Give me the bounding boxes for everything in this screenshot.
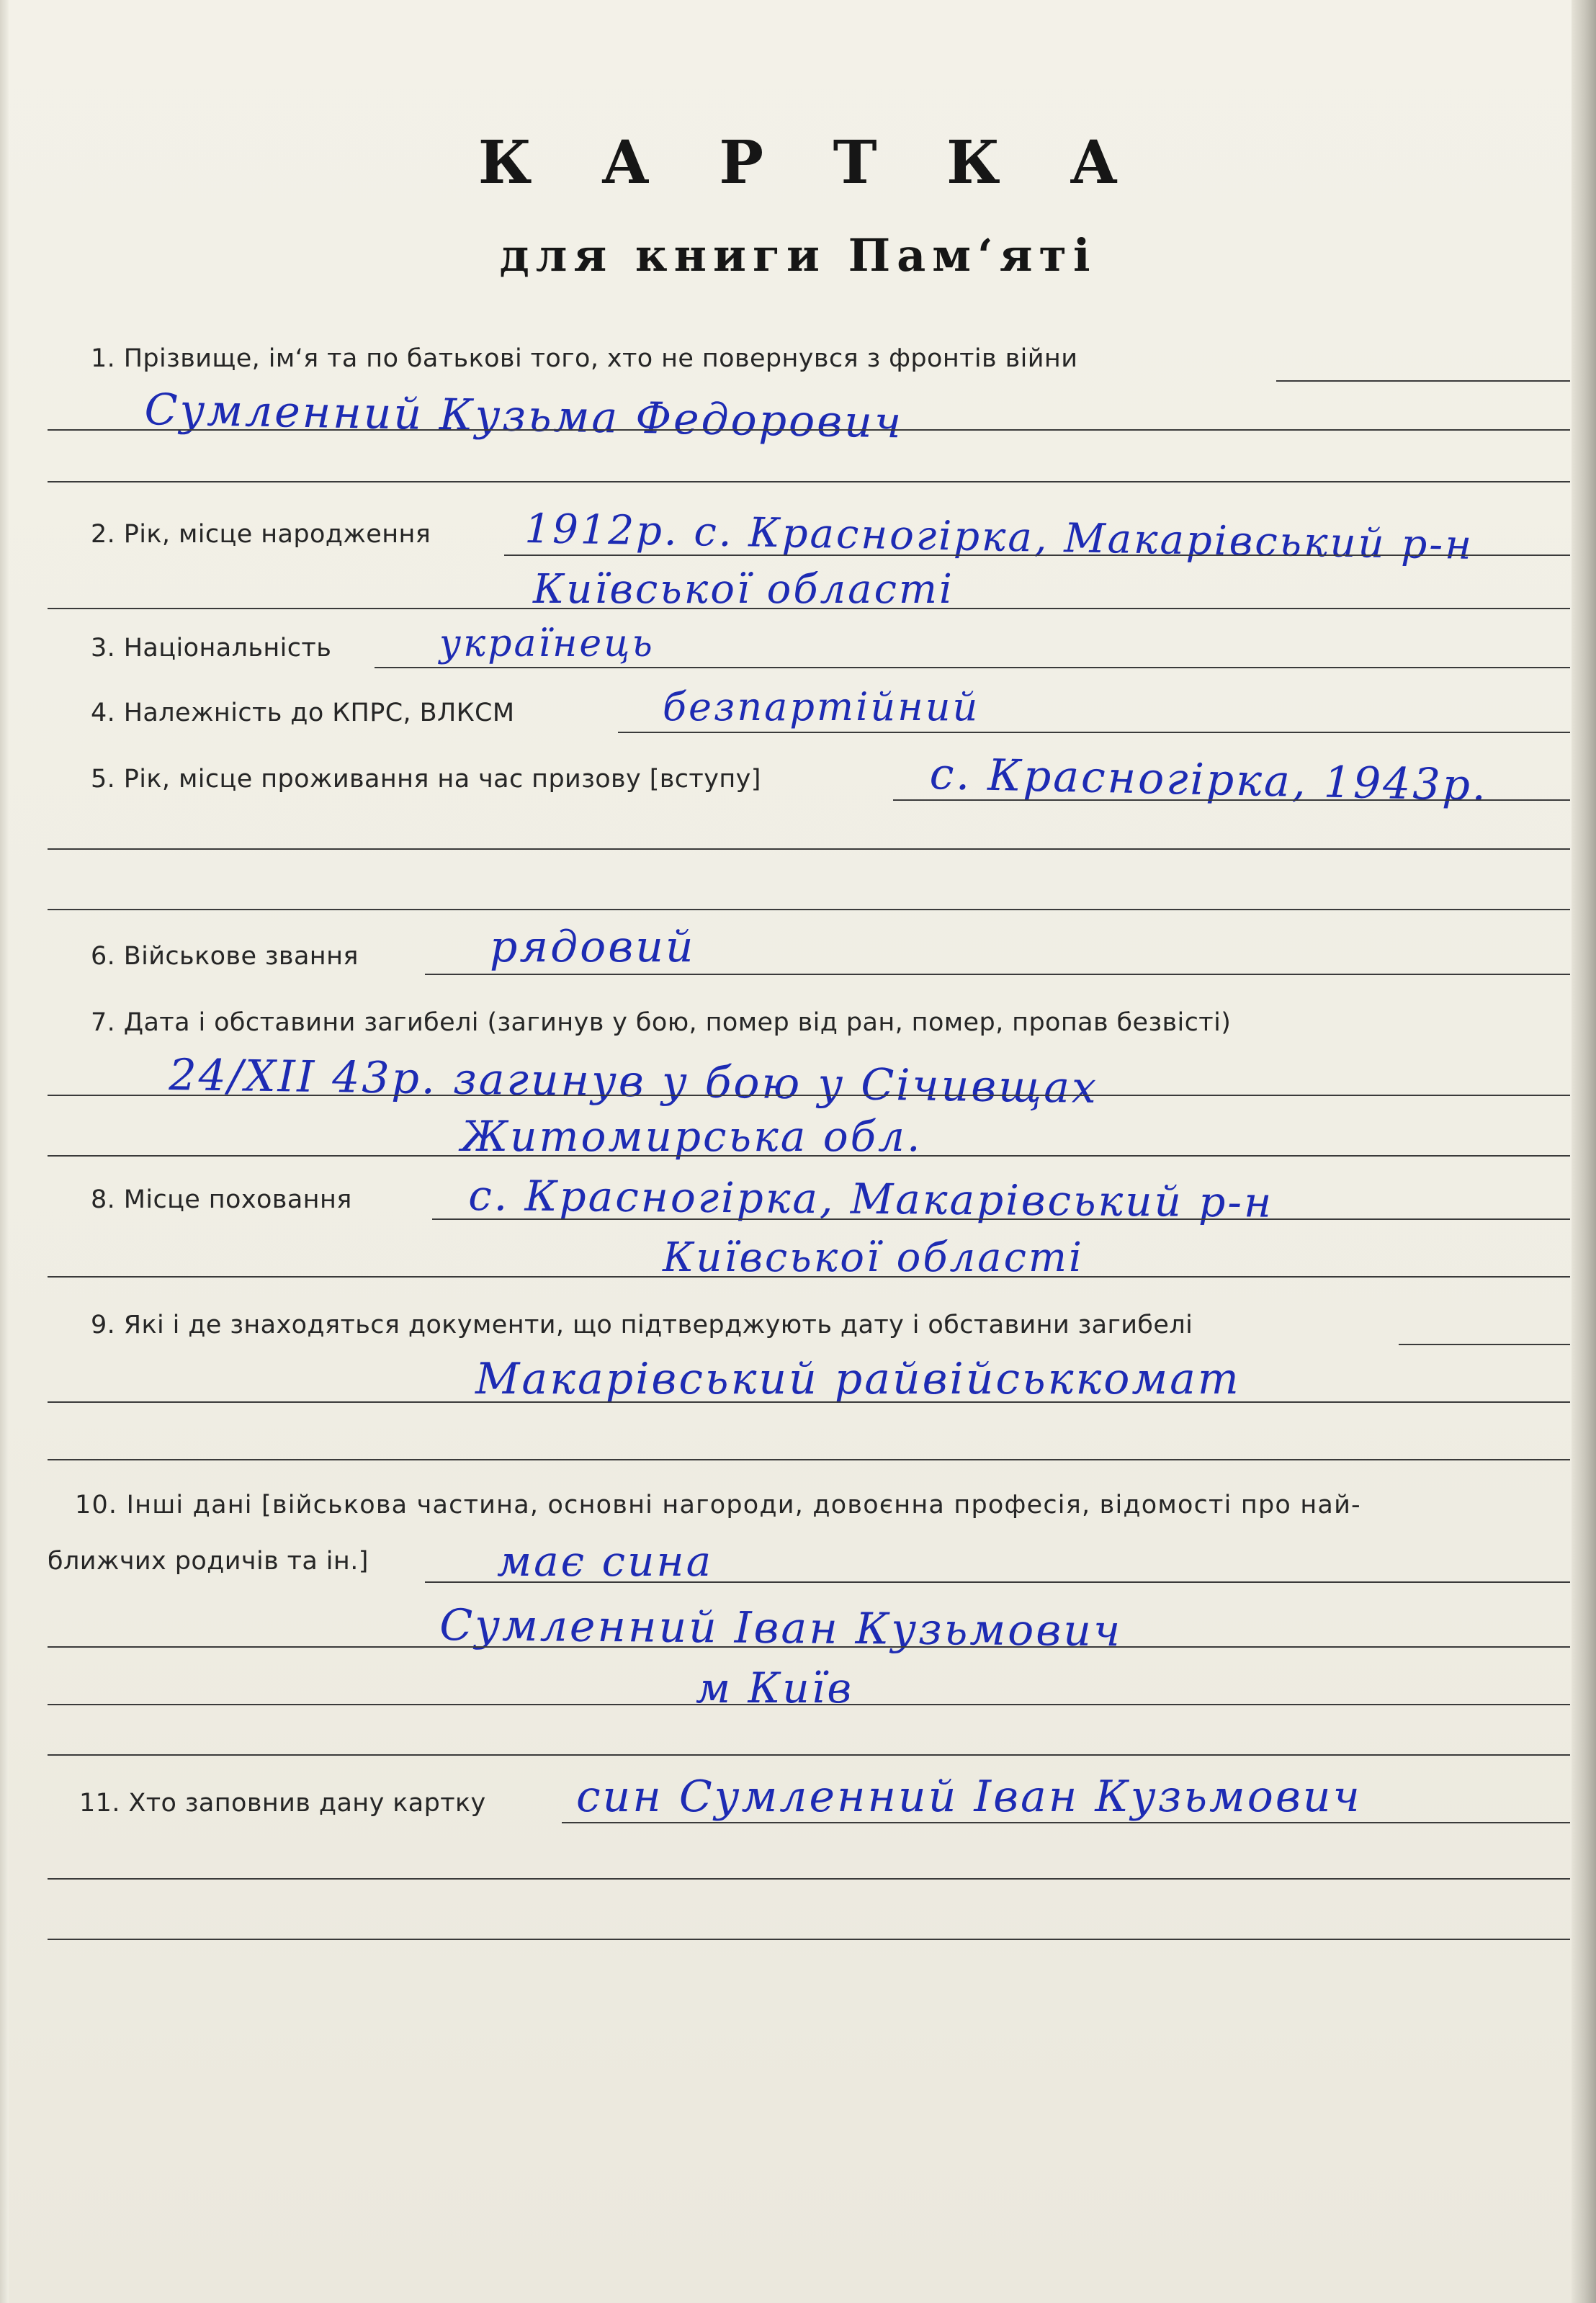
field-6-value: рядовий xyxy=(490,922,696,972)
field-10-label-line1: 10. Інші дані [військова частина, основні нагороди, довоєнна професія, відомості про най- xyxy=(75,1491,1361,1519)
field-2-line-a xyxy=(504,555,1570,556)
field-8-value-line1: с. Красногірка, Макарівський р-н xyxy=(468,1171,1274,1227)
field-5-line-c xyxy=(48,909,1570,910)
field-3-line xyxy=(375,667,1570,668)
field-9-line-a xyxy=(1399,1344,1570,1345)
field-6-line xyxy=(425,974,1570,975)
field-7-value-line2: Житомирська обл. xyxy=(461,1112,923,1161)
field-11-value: син Сумленний Іван Кузьмович xyxy=(576,1772,1362,1822)
paper-edge-right xyxy=(1572,0,1596,2303)
field-4-value: безпартійний xyxy=(663,684,980,729)
paper-edge-left xyxy=(0,0,9,2303)
field-10-value-line2: Сумленний Іван Кузьмович xyxy=(439,1600,1123,1657)
field-8-label: 8. Місце поховання xyxy=(91,1185,352,1214)
field-9-value: Макарівський райвійськкомат xyxy=(475,1354,1241,1404)
field-9-line-b xyxy=(48,1401,1570,1403)
field-10-value-line1: має сина xyxy=(497,1537,714,1586)
field-3-label: 3. Національність xyxy=(91,634,332,663)
field-10-line-d xyxy=(48,1754,1570,1756)
field-8-line-b xyxy=(48,1276,1570,1278)
field-11-line-b xyxy=(48,1878,1570,1880)
field-2-value-line2: Київської області xyxy=(533,566,954,613)
field-2-value-line1: 1912р. с. Красногірка, Макарівський р-н xyxy=(524,506,1474,569)
field-7-line-b xyxy=(48,1155,1570,1157)
field-4-label: 4. Належність до КПРС, ВЛКСМ xyxy=(91,699,515,727)
form-subtitle: для книги Пам‘яті xyxy=(499,229,1097,282)
field-9-line-c xyxy=(48,1459,1570,1460)
field-5-label: 5. Рік, місце проживання на час призову [вступу] xyxy=(91,765,761,794)
field-8-value-line2: Київської області xyxy=(663,1234,1084,1281)
field-1-value: Сумленний Кузьма Федорович xyxy=(144,385,904,449)
field-11-line-c xyxy=(48,1939,1570,1940)
field-10-line-b xyxy=(48,1646,1570,1648)
field-11-line-a xyxy=(562,1822,1570,1823)
field-9-label: 9. Які і де знаходяться документи, що підтверджують дату і обставини загибелі xyxy=(91,1311,1193,1339)
field-1-line-c xyxy=(48,481,1570,482)
field-4-line xyxy=(618,732,1570,733)
field-2-label: 2. Рік, місце народження xyxy=(91,520,431,549)
field-3-value: українець xyxy=(439,622,655,665)
field-10-line-c xyxy=(48,1704,1570,1705)
field-11-label: 11. Хто заповнив дану картку xyxy=(79,1789,486,1818)
field-5-line-a xyxy=(893,799,1570,801)
field-5-line-b xyxy=(48,848,1570,850)
field-5-value: с. Красногірка, 1943р. xyxy=(929,749,1489,812)
field-10-line-a xyxy=(425,1581,1570,1583)
field-7-line-a xyxy=(48,1095,1570,1096)
field-10-value-line3: м Київ xyxy=(696,1664,854,1712)
field-10-label-line2: ближчих родичів та ін.] xyxy=(48,1547,369,1576)
field-8-line-a xyxy=(432,1218,1570,1220)
field-7-value-line1: 24/XII 43р. загинув у бою у Січивщах xyxy=(169,1050,1099,1114)
field-7-label: 7. Дата і обставини загибелі (загинув у бою, помер від ран, помер, пропав безвісті) xyxy=(91,1008,1232,1037)
field-1-line-a xyxy=(1276,380,1570,382)
field-1-line-b xyxy=(48,429,1570,431)
field-2-line-b xyxy=(48,608,1570,609)
field-6-label: 6. Військове звання xyxy=(91,942,359,971)
form-title: К А Р Т К А xyxy=(478,128,1143,197)
field-1-label: 1. Прізвище, ім‘я та по батькові того, хто не повернувся з фронтів війни xyxy=(91,344,1078,373)
